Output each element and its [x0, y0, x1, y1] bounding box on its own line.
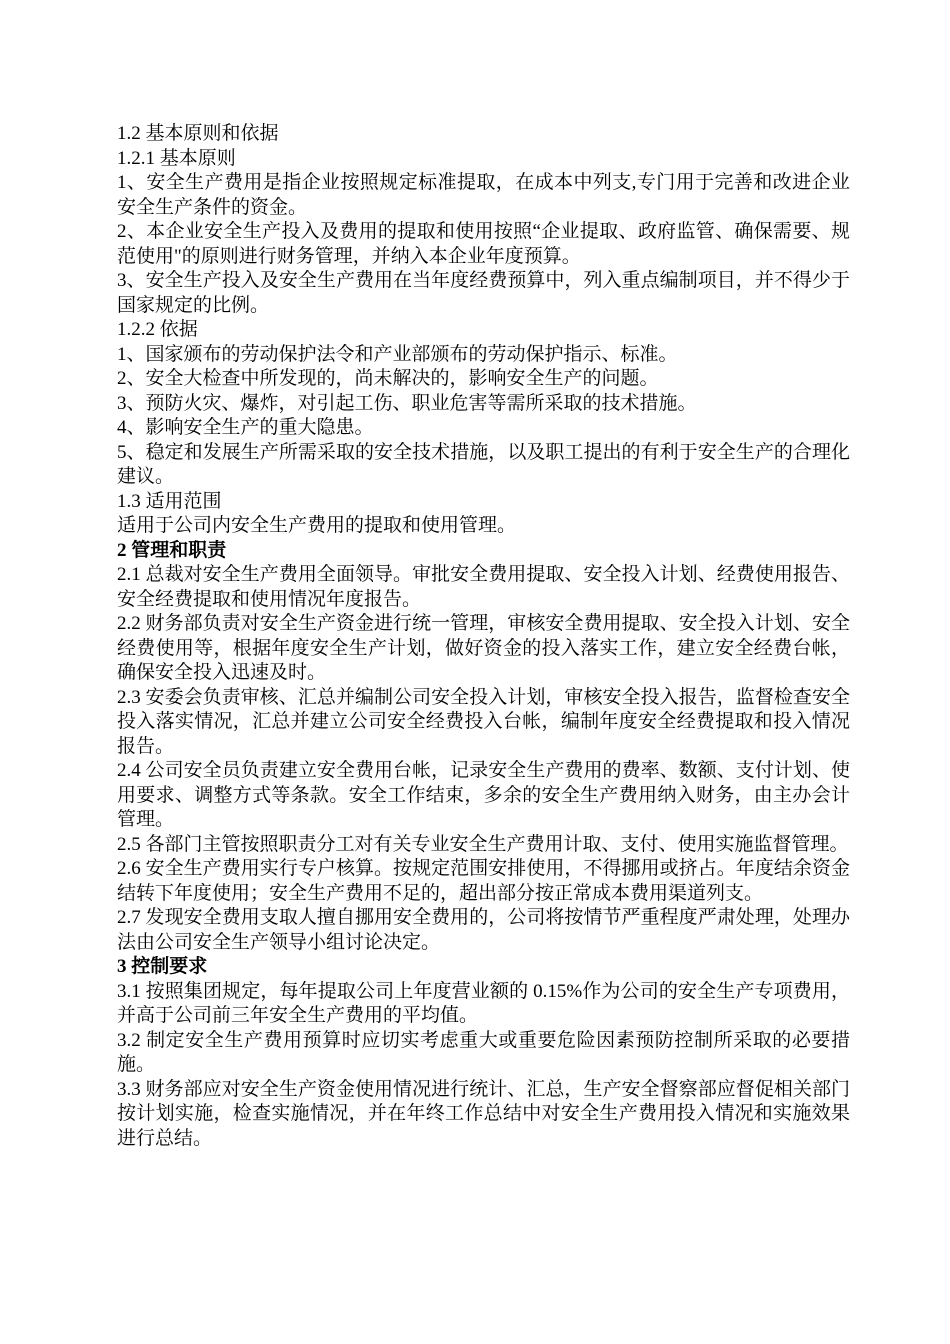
section-heading-1-3: 1.3 适用范围 — [117, 490, 222, 512]
responsibility-paragraph: 2.3 安委会负责审核、汇总并编制公司安全投入计划，审核安全投入报告，监督检查安全投入落实情况，汇总并建立公司安全经费投入台帐，编制年度安全经费提取和投入情况报告。 — [117, 686, 850, 757]
section-heading-1-2-1: 1.2.1 基本原则 — [117, 147, 236, 169]
control-paragraph: 3.1 按照集团规定，每年提取公司上年度营业额的 0.15%作为公司的安全生产专项费用，并高于公司前三年安全生产费用的平均值。 — [117, 980, 850, 1026]
basis-item: 4、影响安全生产的重大隐患。 — [117, 417, 374, 438]
document-page — [117, 122, 850, 1151]
section-heading-1-2-2: 1.2.2 依据 — [117, 319, 198, 340]
section-heading-3: 3 控制要求 — [117, 956, 208, 977]
control-paragraph: 3.2 制定安全生产费用预算时应切实考虑重大或重要危险因素预防控制所采取的必要措施。 — [117, 1029, 850, 1075]
responsibility-paragraph: 2.7 发现安全费用支取人擅自挪用安全费用的，公司将按情节严重程度严肃处理，处理办法由公司安全生产领导小组讨论决定。 — [117, 907, 850, 953]
basis-item: 2、安全大检查中所发现的，尚未解决的，影响安全生产的问题。 — [117, 368, 659, 389]
basis-item: 5、稳定和发展生产所需采取的安全技术措施，以及职工提出的有利于安全生产的合理化建议。 — [117, 441, 850, 487]
section-heading-1-2: 1.2 基本原则和依据 — [117, 123, 279, 144]
responsibility-paragraph: 2.6 安全生产费用实行专户核算。按规定范围安排使用，不得挪用或挤占。年度结余资金结转下年度使用；安全生产费用不足的，超出部分按正常成本费用渠道列支。 — [117, 858, 850, 904]
principle-paragraph: 2、本企业安全生产投入及费用的提取和使用按照“企业提取、政府监管、确保需要、规范使用"的原则进行财务管理，并纳入本企业年度预算。 — [117, 221, 850, 267]
responsibility-paragraph: 2.1 总裁对安全生产费用全面领导。审批安全费用提取、安全投入计划、经费使用报告、安全经费提取和使用情况年度报告。 — [117, 564, 850, 610]
responsibility-paragraph: 2.2 财务部负责对安全生产资金进行统一管理，审核安全费用提取、安全投入计划、安全经费使用等，根据年度安全生产计划，做好资金的投入落实工作，建立安全经费台帐，确保安全投入迅速及时。 — [117, 613, 850, 683]
control-paragraph: 3.3 财务部应对安全生产资金使用情况进行统计、汇总，生产安全督察部应督促相关部门按计划实施，检查实施情况，并在年终工作总结中对安全生产费用投入情况和实施效果进行总结。 — [117, 1078, 850, 1149]
basis-item: 3、预防火灾、爆炸，对引起工伤、职业危害等需所采取的技术措施。 — [117, 392, 697, 414]
principle-paragraph: 3、安全生产投入及安全生产费用在当年度经费预算中，列入重点编制项目，并不得少于国家规定的比例。 — [117, 270, 850, 316]
responsibility-paragraph: 2.4 公司安全员负责建立安全费用台帐，记录安全生产费用的费率、数额、支付计划、使用要求、调整方式等条款。安全工作结束，多余的安全生产费用纳入财务，由主办会计管理。 — [117, 760, 850, 830]
scope-paragraph: 适用于公司内安全生产费用的提取和使用管理。 — [117, 515, 517, 536]
principle-paragraph: 1、安全生产费用是指企业按照规定标准提取，在成本中列支,专门用于完善和改进企业安全生产条件的资金。 — [117, 172, 850, 218]
section-heading-2: 2 管理和职责 — [117, 539, 227, 561]
basis-item: 1、国家颁布的劳动保护法令和产业部颁布的劳动保护指示、标准。 — [117, 343, 678, 365]
responsibility-paragraph: 2.5 各部门主管按照职责分工对有关专业安全生产费用计取、支付、使用实施监督管理。 — [117, 833, 849, 855]
